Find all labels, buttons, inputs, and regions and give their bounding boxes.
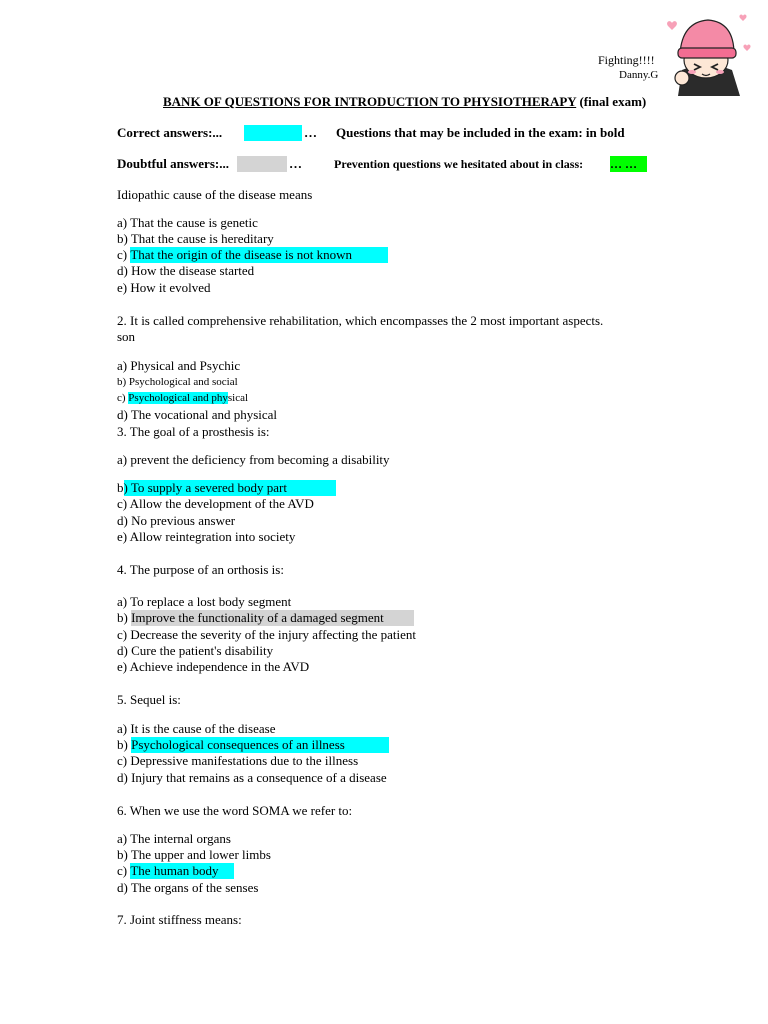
q6-option-b: b) The upper and lower limbs <box>117 847 271 862</box>
q4-option-b-prefix: b) <box>117 610 132 625</box>
q4-option-b-answer: Improve the functionality of a damaged segment <box>131 610 414 626</box>
q5-option-b <box>117 737 389 753</box>
q3-option-b-prefix: b <box>117 480 124 495</box>
q3-question: 3. The goal of a prosthesis is: <box>117 424 270 439</box>
q4-option-a: a) To replace a lost body segment <box>117 594 292 609</box>
correct-answers-label: Correct answers:... <box>117 125 223 140</box>
q5-option-c: c) Depressive manifestations due to the illness <box>117 753 359 768</box>
q2-question-cont: son <box>117 329 136 344</box>
bold-note: Questions that may be included in the exam: in bold <box>336 125 625 140</box>
q5-option-b-prefix: b) <box>117 737 132 752</box>
page-title-main: BANK OF QUESTIONS FOR INTRODUCTION TO PHYSIOTHERAPY <box>163 94 577 109</box>
q1-option-c-answer: That the origin of the disease is not known <box>130 247 388 263</box>
q6-option-c-prefix: c) <box>117 863 131 878</box>
q2-option-c-rest: sical <box>227 392 249 404</box>
q4-option-d: d) Cure the patient's disability <box>117 643 274 658</box>
correct-answers-swatch <box>244 125 302 141</box>
q1-option-c-prefix: c) <box>117 247 131 262</box>
q3-option-b-answer: ) To supply a severed body part <box>124 480 336 496</box>
q6-question: 6. When we use the word SOMA we refer to: <box>117 803 353 818</box>
fighting-text: Fighting!!!! <box>598 53 655 67</box>
q2-option-c-prefix: c) <box>117 392 129 404</box>
q5-option-d: d) Injury that remains as a consequence of a disease <box>117 770 387 785</box>
q3-option-e: e) Allow reintegration into society <box>117 529 296 544</box>
q1-question: Idiopathic cause of the disease means <box>117 187 313 202</box>
q3-option-b <box>117 480 336 496</box>
prevention-swatch: … … <box>610 156 647 172</box>
q3-option-c: c) Allow the development of the AVD <box>117 496 314 511</box>
q2-option-d: d) The vocational and physical <box>117 407 278 422</box>
q3-option-d: d) No previous answer <box>117 513 236 528</box>
author-name: Danny.G <box>619 69 659 81</box>
q6-option-c <box>117 863 234 879</box>
page-title-suffix: (final exam) <box>576 94 647 109</box>
q6-option-a: a) The internal organs <box>117 831 231 846</box>
q4-question: 4. The purpose of an orthosis is: <box>117 562 284 577</box>
q4-option-c: c) Decrease the severity of the injury affecting the patient <box>117 627 416 642</box>
q5-question: 5. Sequel is: <box>117 692 181 707</box>
doubtful-answers-dots: … <box>289 156 302 171</box>
q4-option-b <box>117 610 414 626</box>
q1-option-a: a) That the cause is genetic <box>117 215 258 230</box>
q2-question: 2. It is called comprehensive rehabilitation, which encompasses the 2 most important aspects. <box>117 313 604 328</box>
q2-option-c <box>117 390 248 406</box>
page-title <box>163 94 646 110</box>
q1-option-e: e) How it evolved <box>117 280 211 295</box>
prevention-label: Prevention questions we hesitated about in class: <box>334 157 584 171</box>
q7-question: 7. Joint stiffness means: <box>117 912 242 927</box>
doubtful-answers-label: Doubtful answers:... <box>117 156 229 171</box>
q1-option-c <box>117 247 388 263</box>
correct-answers-dots: … <box>304 125 317 140</box>
q5-option-a: a) It is the cause of the disease <box>117 721 276 736</box>
chibi-character-sticker-icon <box>660 8 752 96</box>
q4-option-e: e) Achieve independence in the AVD <box>117 659 310 674</box>
q2-option-b: b) Psychological and social <box>117 376 238 388</box>
q5-option-b-answer: Psychological consequences of an illness <box>131 737 389 753</box>
q1-option-d: d) How the disease started <box>117 263 255 278</box>
q6-option-d: d) The organs of the senses <box>117 880 259 895</box>
q6-option-c-answer: The human body <box>130 863 234 879</box>
doubtful-answers-swatch <box>237 156 287 172</box>
q1-option-b: b) That the cause is hereditary <box>117 231 274 246</box>
q2-option-a: a) Physical and Psychic <box>117 358 241 373</box>
q3-option-a: a) prevent the deficiency from becoming a disability <box>117 452 390 467</box>
q2-option-c-answer: Psychological and phy <box>128 392 228 404</box>
